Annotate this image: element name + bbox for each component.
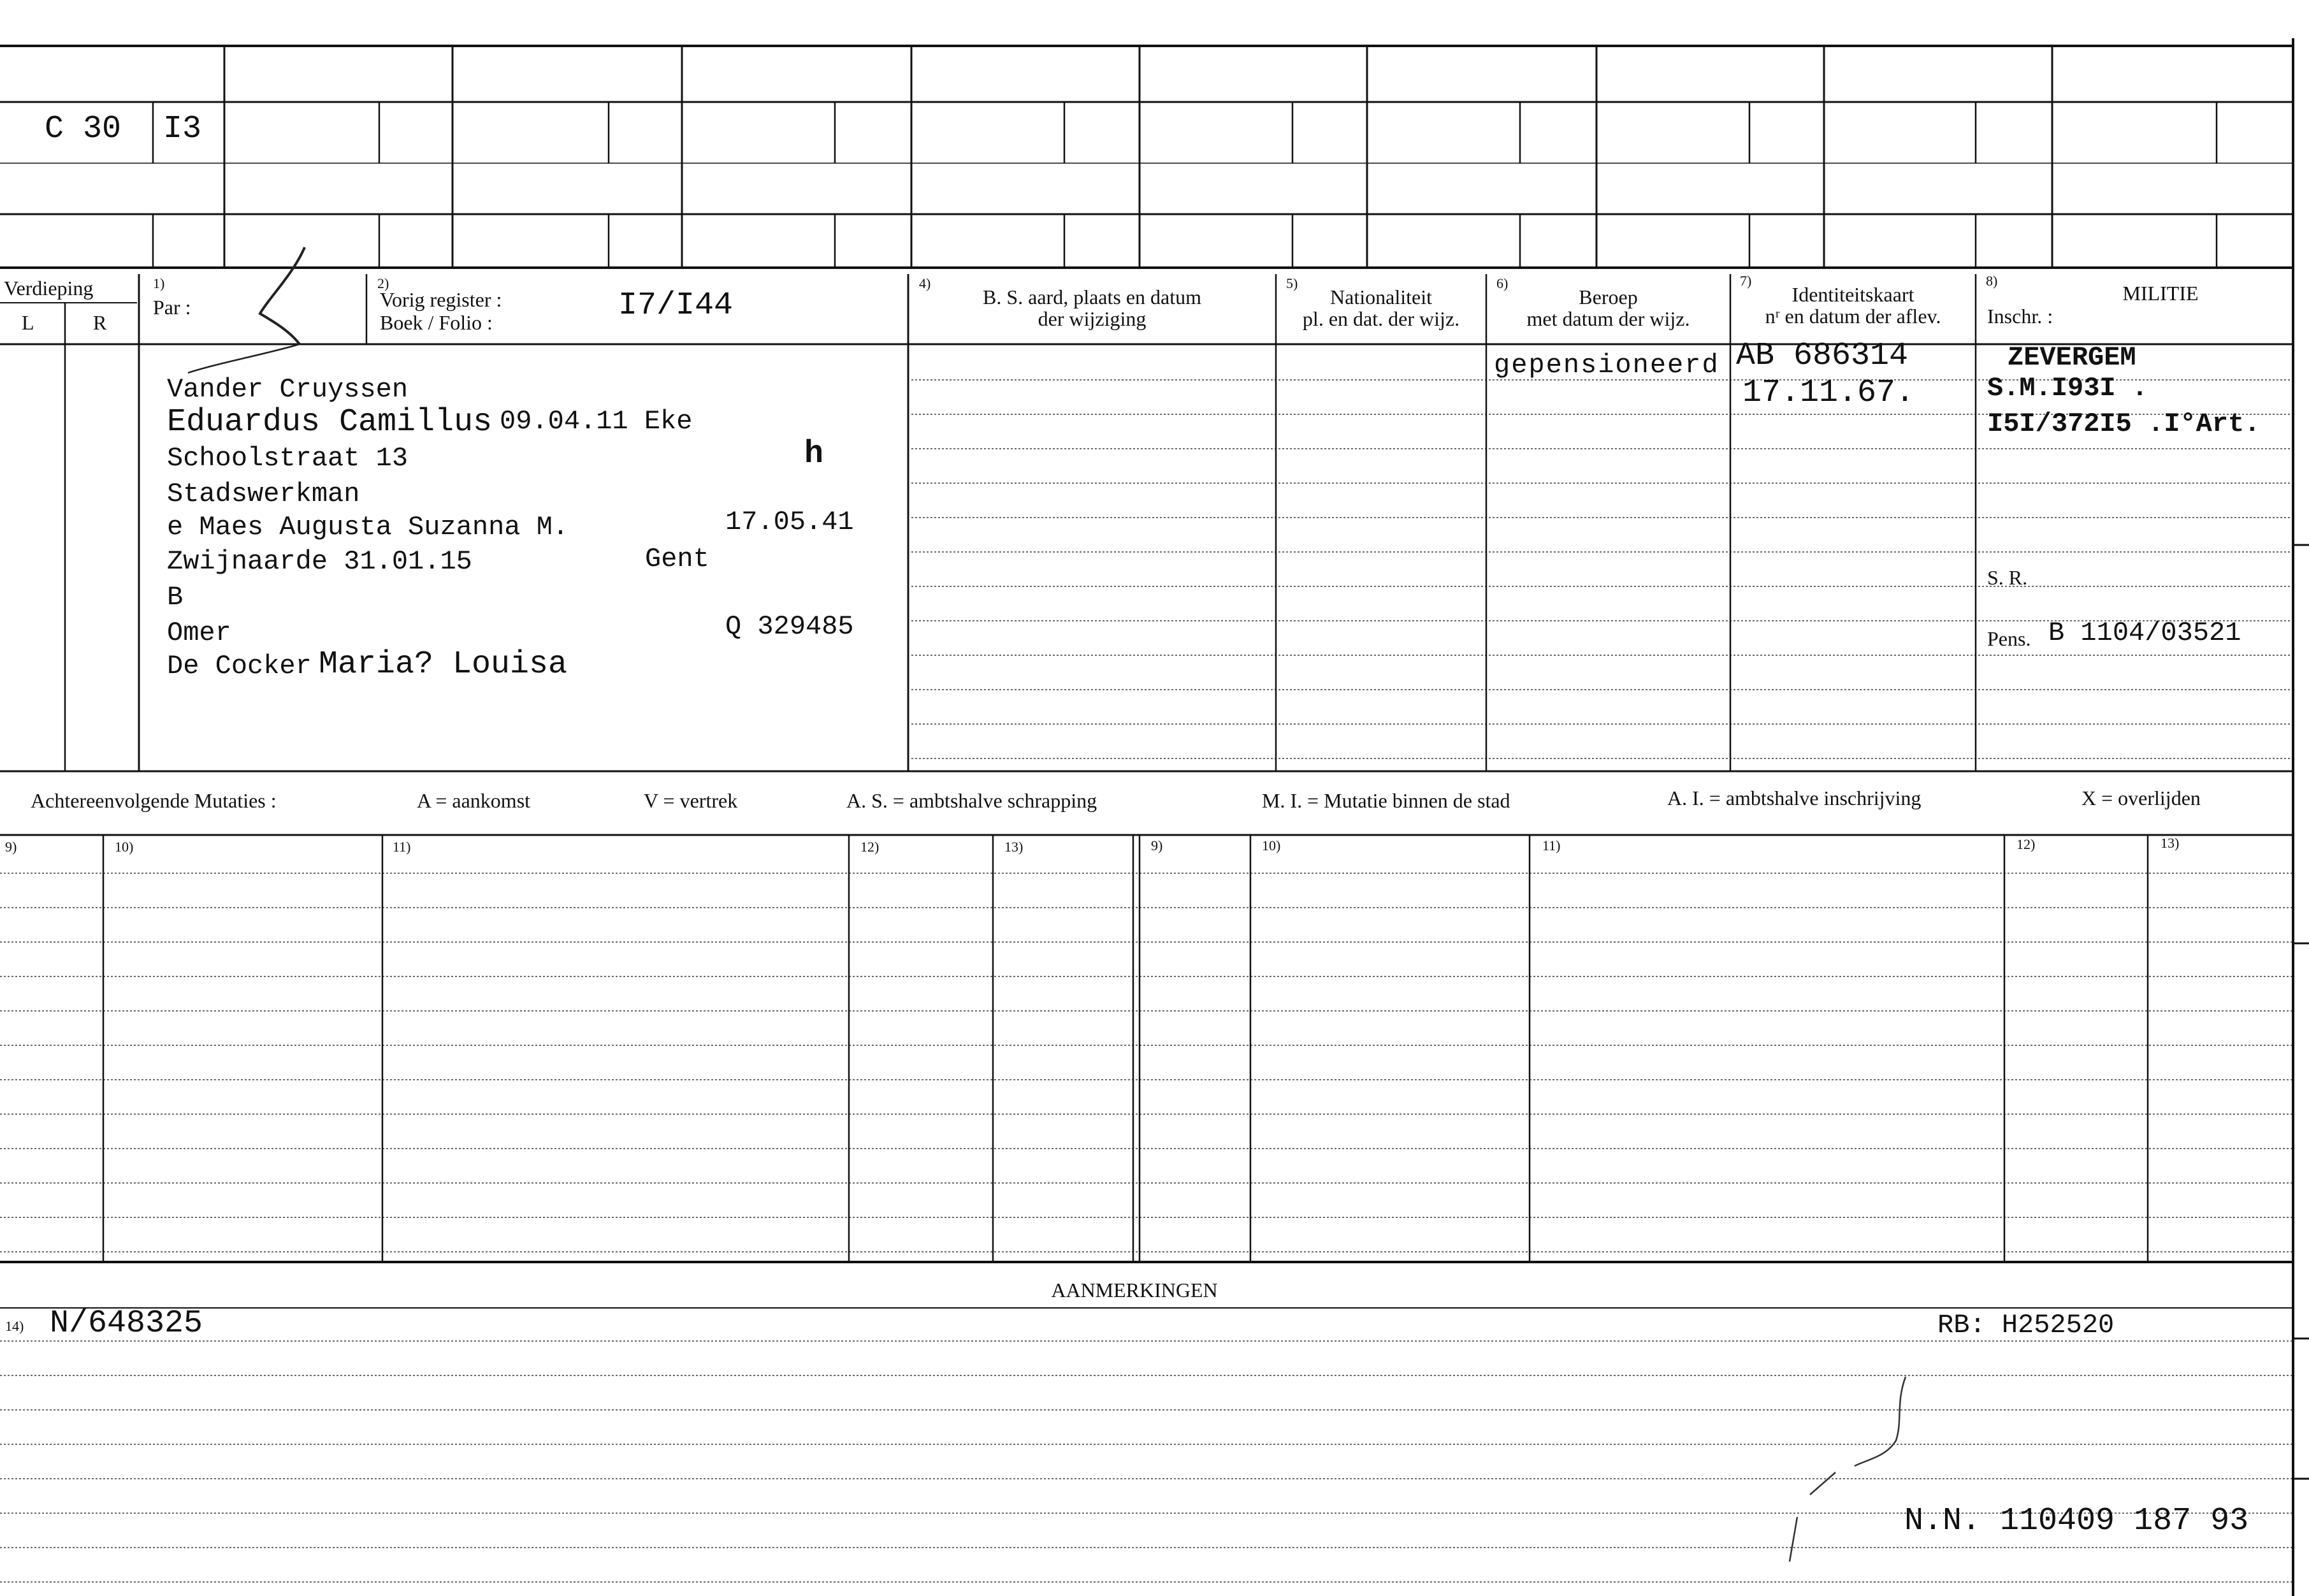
aanmerkingen-title: AANMERKINGEN [1051,1279,1218,1302]
mutatie-col-13: 13) [1004,839,1024,855]
field-number-4: 4) [919,275,931,291]
field-number-14: 14) [5,1318,24,1334]
mutatie-col-12b: 12) [2016,836,2036,852]
field-number-1: 1) [153,275,165,291]
militie-place: ZEVERGEM [2008,342,2136,373]
person-father: Omer [167,618,231,648]
person-surname: Vander Cruyssen [167,374,409,405]
aanmerkingen-rb: RB: H252520 [1937,1310,2115,1340]
mutatie-col-11: 11) [393,839,411,855]
militie-label: MILITIE [2122,282,2199,305]
pens-value: B 1104/03521 [2048,618,2241,648]
aanmerkingen-value: N/648325 [50,1305,203,1342]
aanmerkingen-handwritten-mark [1790,1377,1906,1562]
person-spouse: e Maes Augusta Suzanna M. [167,512,569,542]
par-label: Par : [153,296,191,319]
identiteitskaart-label-line2: nʳ en datum der aflev. [1765,305,1941,328]
verdieping-l-label: L [22,311,34,334]
field-number-6: 6) [1496,275,1509,291]
person-mother-names: Maria? Louisa [319,646,568,683]
nationaliteit-label-line2: pl. en dat. der wijz. [1302,307,1460,330]
person-birth: 09.04.11 Eke [500,406,693,437]
person-spouse-birth: Zwijnaarde 31.01.15 [167,546,472,577]
mutaties-binnen-stad: M. I. = Mutatie binnen de stad [1262,789,1510,812]
aanmerkingen-nn: N.N. 110409 187 93 [1904,1503,2249,1539]
identiteitskaart-date: 17.11.67. [1742,375,1915,411]
mutaties-title: Achtereenvolgende Mutaties : [31,789,277,812]
par-handwritten-mark [188,247,305,373]
mutaties-overlijden: X = overlijden [2081,787,2201,809]
identiteitskaart-label-line1: Identiteitskaart [1791,283,1915,306]
person-marriage-date: 17.05.41 [725,507,854,537]
boek-folio-label: Boek / Folio : [380,311,493,334]
person-marriage-place: Gent [645,544,709,574]
mutaties-vertrek: V = vertrek [644,789,738,812]
field-number-7: 7) [1740,273,1752,289]
verdieping-r-label: R [93,311,107,334]
person-mother-surname: De Cocker [167,651,312,681]
militie-sm: S.M.I93I . [1987,373,2148,403]
person-mark-h: h [804,436,824,472]
top-code: C 30 [45,111,122,147]
mutatie-col-11b: 11) [1542,838,1561,853]
sr-label: S. R. [1987,566,2028,589]
mutatie-col-12: 12) [860,839,879,855]
mutatie-col-10b: 10) [1262,838,1281,853]
beroep-value: gepensioneerd [1494,350,1719,381]
bs-label-line2: der wijziging [1038,307,1147,330]
mutatie-col-9: 9) [5,839,17,855]
mutaties-ambtshalve-inschrijving: A. I. = ambtshalve inschrijving [1667,787,1922,809]
inschr-label: Inschr. : [1987,305,2053,328]
identiteitskaart-number: AB 686314 [1736,338,1909,374]
mutatie-col-10: 10) [115,839,134,855]
mutaties-aankomst: A = aankomst [417,789,531,812]
nationaliteit-label-line1: Nationaliteit [1330,286,1432,308]
mutatie-col-9b: 9) [1151,838,1163,853]
mutatie-col-13b: 13) [2161,835,2180,851]
bs-label-line1: B. S. aard, plaats en datum [982,286,1202,308]
person-code: Q 329485 [725,611,854,642]
field-number-2: 2) [377,275,389,291]
mutaties-ambtshalve-schrapping: A. S. = ambtshalve schrapping [846,789,1097,812]
field-number-5: 5) [1286,275,1298,291]
beroep-label-line2: met datum der wijz. [1526,307,1690,330]
person-occupation: Stadswerkman [167,479,360,509]
verdieping-label: Verdieping [4,277,94,300]
vorig-register-value: I7/I44 [618,287,734,324]
top-number: I3 [163,111,202,147]
person-b: B [167,582,184,613]
beroep-label-line1: Beroep [1579,286,1638,308]
person-first-names: Eduardus Camillus [167,404,493,440]
field-number-8: 8) [1986,273,1998,289]
militie-nr: I5I/372I5 .I°Art. [1987,409,2261,439]
person-address: Schoolstraat 13 [167,443,409,474]
vorig-register-label: Vorig register : [380,288,502,311]
pens-label: Pens. [1987,627,2031,650]
